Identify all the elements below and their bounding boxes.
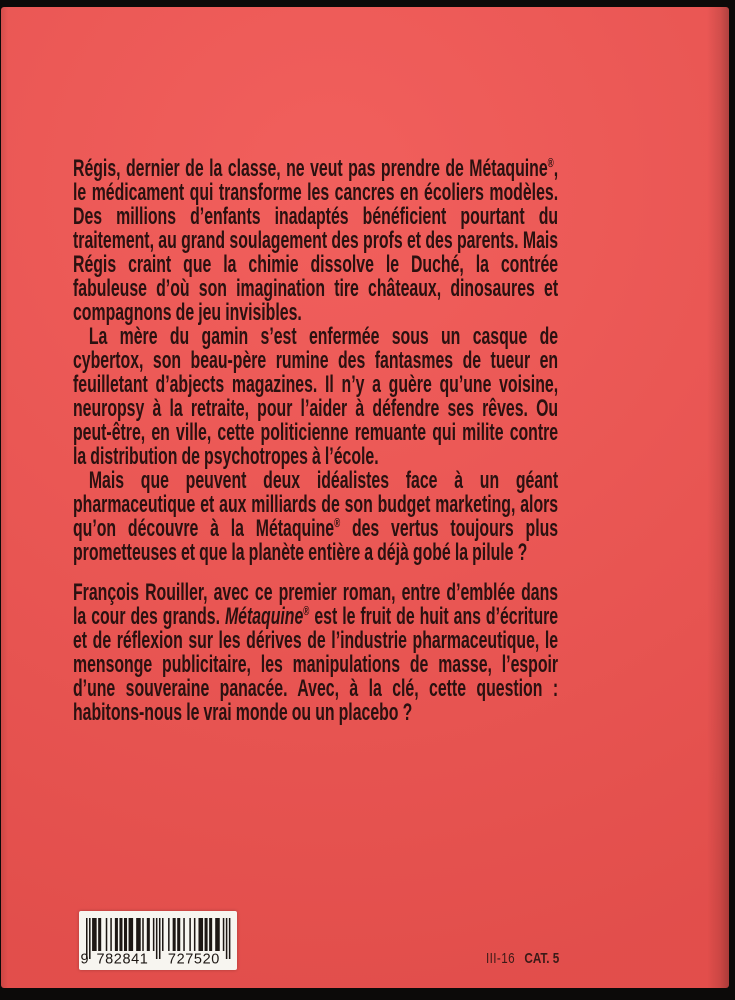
back-cover-blurb (73, 157, 558, 725)
blurb-segment: François Rouiller, avec ce premier roman, entre d’emblée dans la cour des grands. (73, 579, 559, 630)
author-note-paragraph (73, 581, 558, 725)
registered-trademark-mark: ® (547, 156, 554, 170)
ean13-barcode-label (79, 911, 237, 970)
print-date-code: III-16 (486, 950, 516, 967)
ean13-barcode (79, 911, 237, 970)
blurb-paragraph-2: La mère du gamin s’est enfermée sous un casque de cybertox, son beau-père rumine des fantasmes de tueur en feuilletant d’abjects magazines. Il n’y a guère qu’une voisine, neuropsy à la retraite, pour l’aider à défendre ses rêves. Ou peut-être, en ville, cette politicienne remuante qui milite contre la distribution de psychotropes à l’école. (73, 323, 559, 470)
print-codes (486, 951, 559, 966)
blurb-paragraph-3 (73, 469, 558, 565)
blurb-segment: Régis, dernier de la classe, ne veut pas prendre de Métaquine (73, 155, 548, 182)
svg-text:9: 9 (80, 951, 90, 968)
category-code: CAT. 5 (524, 950, 560, 967)
svg-text:727520: 727520 (167, 951, 220, 968)
book-back-cover (1, 7, 729, 988)
blurb-paragraph-1 (73, 157, 558, 325)
blurb-segment: est le fruit de huit ans d’écriture et de réflexion sur les dérives de l’industrie pharmaceutique, le mensonge publicitaire, les manipulations de masse, l’espoir d’une souveraine panacée. Avec, à la clé, cette question : habitons-nous le vrai monde ou un placebo ? (73, 603, 559, 726)
blurb-segment: Mais que peuvent deux idéalistes face à un géant pharmaceutique et aux milliards de son budget marketing, alors qu’on découvre à la Métaquine (73, 467, 559, 542)
svg-text:782841: 782841 (96, 951, 149, 968)
registered-trademark-mark: ® (334, 516, 341, 530)
blurb-segment: , le médicament qui transforme les cancres en écoliers modèles. Des millions d’enfants inadaptés bénéficient pourtant du traitement, au grand soulagement des profs et des parents. Mais Régis craint que la chimie dissolve le Duché, la contrée fabuleuse d’où son imagination tire châteaux, dinosaures et compagnons de jeu invisibles. (73, 155, 559, 326)
book-title-italic: Métaquine (224, 603, 304, 630)
registered-trademark-mark: ® (303, 604, 310, 618)
blurb-segment: des vertus toujours plus prometteuses et que la planète entière a déjà gobé la pilule ? (73, 515, 559, 566)
